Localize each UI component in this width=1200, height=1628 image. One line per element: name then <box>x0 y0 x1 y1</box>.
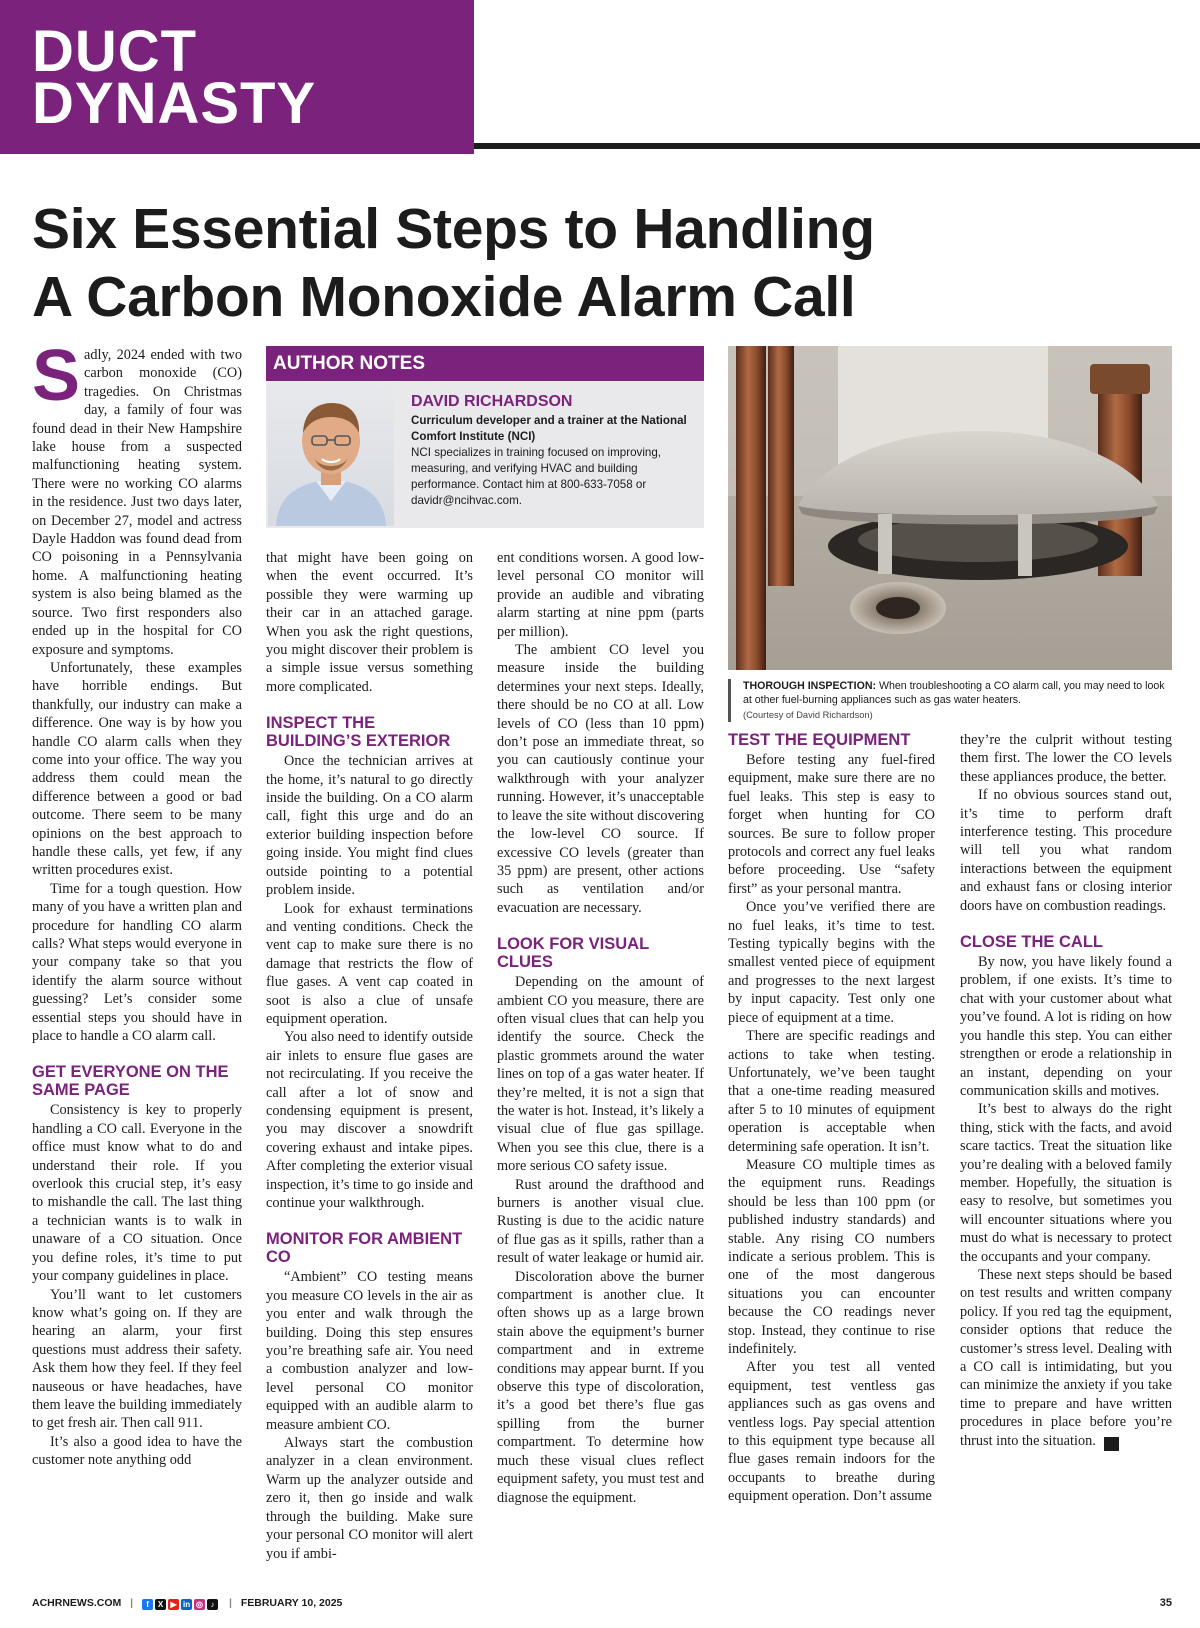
subhead-monitor-ambient: MONITOR FOR AMBIENT CO <box>266 1230 463 1267</box>
headline-line1: Six Essential Steps to Handling <box>32 197 875 261</box>
intro-text: adly, 2024 ended with two carbon monoxide (CO) tragedies. On Christmas day, a family of four was found dead in their New Hampshire lake house from a suspected malfunctioning heating system. There were no working CO alarms in the residence. Just two days later, on December 27, model and actress Dayle Haddon was found dead from CO poisoning in a Pennsylvania home. A malfunctioning heating system is also being blamed as the source. Two first responders also ended up in the hospital for CO exposure and symptoms. <box>32 347 242 658</box>
closing-text: These next steps should be based on test results and written company policy. If you red tag the equipment, consider options that reduce the customer’s stress level. Dealing with a CO call is intimidating, but you can minimize the anxiety if you take time to prepare and have written procedures in place before you’re thrust into the situation. <box>960 1266 1172 1449</box>
paragraph: You also need to identify outside air inlets to ensure flue gases are not recirculating. If you receive the call after a lot of snow and condensing equipment is present, you may discover a snowdrift covering exhaust and intake pipes. After completing the exterior visual inspection, it’s time to go inside and continue your walkthrough. <box>266 1029 473 1211</box>
header-rule <box>474 143 1200 149</box>
paragraph: Time for a tough question. How many of you have a written plan and procedure for handling CO alarm calls? What steps would everyone in your company take so that you identify the alarm source without guessing? Let’s consider some essential steps you should have in place to handle a CO alarm call. <box>32 880 242 1045</box>
paragraph: Measure CO multiple times as the equipment runs. Readings should be less than 100 ppm (or published industry standards) and stable. Any rising CO numbers indicate a serious problem. This is one of the most dangerous situations you can encounter because the CO readings never stop. Instead, they continue to rise indefinitely. <box>728 1156 935 1357</box>
paragraph: It’s also a good idea to have the customer note anything odd <box>32 1433 242 1469</box>
author-name: DAVID RICHARDSON <box>411 393 573 410</box>
paragraph: You’ll want to let customers know what’s going on. If they are hearing an alarm, your first questions must address their safety. Ask them how they feel. If they feel nauseous or have headaches, have them leave the building immediately to get fresh air. Then call 911. <box>32 1286 242 1432</box>
linkedin-icon[interactable]: in <box>182 1600 191 1609</box>
subhead-inspect-exterior: INSPECT THE BUILDING’S EXTERIOR <box>266 714 451 751</box>
intro-paragraph <box>32 336 242 659</box>
paragraph: they’re the culprit without testing them first. The lower the CO levels these appliances produce, the better. <box>960 732 1172 785</box>
footer-separator: | <box>130 1597 134 1609</box>
author-bio: NCI specializes in training focused on improving, measuring, and verifying HVAC and building performance. Contact him at 800-633-7058 or davidr@ncihvac.com. <box>411 446 662 507</box>
paragraph: Rust around the drafthood and burners is another visual clue. Rusting is due to the acidic nature of flue gas as it spills, rather than a result of water leakage or humid air. <box>497 1176 704 1267</box>
author-notes-heading: AUTHOR NOTES <box>266 346 704 381</box>
youtube-icon[interactable]: ▶ <box>168 1599 179 1610</box>
paragraph: There are specific readings and actions to take when testing. Unfortunately, we’ve been taught that a one-time reading measured after 5 to 10 minutes of equipment operation is acceptable when determining safe operation. It isn’t. <box>728 1028 935 1155</box>
paragraph: Always start the combustion analyzer in a clean environment. Warm up the analyzer outside and zero it, then go inside and walk through the building. Make sure your personal CO monitor will alert you if ambi- <box>266 1435 473 1562</box>
section-title-line1: DUCT <box>32 19 198 84</box>
end-mark-icon: N <box>1104 1437 1119 1451</box>
column-4 <box>728 731 935 1506</box>
author-portrait <box>268 383 394 526</box>
paragraph: ent conditions worsen. A good low-level personal CO monitor will provide an audible and vibrating alarm starting at nine ppm (parts per million). <box>497 550 704 640</box>
footer-date: FEBRUARY 10, 2025 <box>240 1597 343 1609</box>
paragraph: that might have been going on when the event occurred. It’s possible they were warming up their car in an attached garage. When you ask the right questions, you might discover their problem is a simple issue versus something more complicated. <box>266 550 473 695</box>
paragraph: Consistency is key to properly handling a CO call. Everyone in the office must know what to do and understand their role. If you overlook this crucial step, it’s easy to mishandle the call. The last thing a technician wants is to walk in unaware of a CO situation. Once you define roles, it’s time to put your company guidelines in place. <box>32 1102 242 1285</box>
subhead-test-equipment: TEST THE EQUIPMENT <box>728 731 911 749</box>
headline-line2: A Carbon Monoxide Alarm Call <box>32 265 856 329</box>
column-2 <box>266 549 473 1563</box>
page-number: 35 <box>1159 1597 1172 1609</box>
author-notes-text <box>411 392 696 509</box>
paragraph: “Ambient” CO testing means you measure CO levels in the air as you enter and walk through the building. Doing this step ensures you’re breathing safe air. You need a combustion analyzer and low-level personal CO monitor equipped with an audible alarm to measure ambient CO. <box>266 1269 473 1433</box>
x-icon[interactable]: X <box>155 1599 166 1610</box>
author-notes-box <box>266 346 704 528</box>
caption-text: When troubleshooting a CO alarm call, you may need to look at other fuel-burning appliances such as gas water heaters. <box>743 680 1165 706</box>
tiktok-icon[interactable]: ♪ <box>207 1599 218 1610</box>
author-portrait-illustration <box>268 383 394 526</box>
article-headline <box>32 195 1172 331</box>
section-title <box>32 19 317 136</box>
section-title-line2: DYNASTY <box>32 71 317 136</box>
subhead-close-call: CLOSE THE CALL <box>960 933 1103 952</box>
caption-lead: THOROUGH INSPECTION: <box>743 680 877 692</box>
water-heater-illustration <box>728 346 1172 670</box>
footer-left <box>32 1597 342 1610</box>
water-heater-photo <box>728 346 1172 670</box>
column-5 <box>960 731 1172 1451</box>
paragraph: Look for exhaust terminations and venting conditions. Check the vent cap to make sure there is no damage that restricts the flow of flue gases. A vent cap coated in soot is also a clue of unsafe equipment operation. <box>266 900 473 1027</box>
page-footer <box>32 1594 1172 1612</box>
paragraph: Once the technician arrives at the home, it’s natural to go directly inside the building. On a CO alarm call, fight this urge and do an exterior building inspection before going inside. You might find clues outside pointing to a potential problem inside. <box>266 753 473 899</box>
photo-caption <box>728 679 1172 722</box>
paragraph: If no obvious sources stand out, it’s time to perform draft interference testing. This procedure will tell you what random interactions between the equipment and exhaust fans or closing interior doors have on combustion readings. <box>960 787 1172 914</box>
paragraph: After you test all vented equipment, test ventless gas appliances such as gas ovens and ventless logs. Pay special attention to this equipment type because all flue gases remain indoors for the occupants to breathe during equipment operation. Don’t assume <box>728 1359 935 1505</box>
paragraph <box>960 1266 1172 1451</box>
paragraph: Unfortunately, these examples have horrible endings. But thankfully, our industry can make a difference. One way is by how you handle CO alarm calls when they come into your office. The way you address them could mean the difference between a good or bad outcome. There seem to be many opinions on the best approach to handle these calls, yet few, if any written procedures exist. <box>32 659 242 879</box>
facebook-icon[interactable]: f <box>142 1599 153 1610</box>
paragraph: Once you’ve verified there are no fuel leaks, it’s time to test. Testing typically begins with the smallest vented piece of equipment and progresses to the next largest by input capacity. Test only one piece of equipment at a time. <box>728 899 935 1026</box>
subhead-visual-clues: LOOK FOR VISUAL CLUES <box>497 935 649 972</box>
section-banner <box>0 0 474 154</box>
subhead-get-everyone: GET EVERYONE ON THE SAME PAGE <box>32 1063 229 1100</box>
column-3 <box>497 549 704 1507</box>
instagram-icon[interactable]: ◎ <box>194 1599 205 1610</box>
paragraph: By now, you have likely found a problem, if one exists. It’s time to chat with your customer about what you’ve found. A lot is riding on how you handle this step. You can either strengthen or erode a relationship in an instant, depending on your communication skills and motives. <box>960 954 1172 1099</box>
paragraph: Depending on the amount of ambient CO you measure, there are often visual clues that can help you identify the source. Check the plastic grommets around the water lines on top of a gas water heater. If they’re melted, it is not a sign that the water is hot. Instead, it’s likely a visual clue of flue gas spillage. When you see this clue, there is a more serious CO safety issue. <box>497 974 704 1175</box>
photo-credit: (Courtesy of David Richardson) <box>743 710 873 720</box>
paragraph: The ambient CO level you measure inside the building determines your next steps. Ideally, there should be no CO at all. Low levels of CO (less than 10 ppm) don’t pose an immediate threat, so you can cautiously continue your walkthrough with your analyzer running. However, it’s unacceptable to leave the site without discovering the low-level CO source. If excessive CO levels (greater than 35 ppm) are present, other actions such as ventilation and/or evacuation are necessary. <box>497 642 704 916</box>
paragraph: It’s best to always do the right thing, stick with the facts, and avoid scare tactics. Treat the situation like you’re dealing with a beloved family member. Hopefully, the situation is easy to resolve, but sometimes you will encounter situations where you must do what is necessary to protect the occupants and your company. <box>960 1101 1172 1265</box>
author-role: Curriculum developer and a trainer at the National Comfort Institute (NCI) <box>411 414 687 443</box>
footer-site[interactable]: ACHRNEWS.COM <box>32 1597 122 1609</box>
paragraph: Discoloration above the burner compartment is another clue. It often shows up as a large brown stain above the equipment’s burner compartment and in extreme conditions may appear burnt. If you observe this type of discoloration, it’s a good bet there’s flue gas spilling from the burner compartment. To determine how much these visual clues reflect equipment safety, you must test and diagnose the equipment. <box>497 1268 704 1506</box>
column-1 <box>32 336 242 1470</box>
drop-cap: S <box>32 336 81 416</box>
paragraph: Before testing any fuel-fired equipment, make sure there are no fuel leaks. This step is easy to forget when hunting for CO sources. Be sure to follow proper protocols and correct any fuel leaks before proceeding. Use “safety first” as your personal mantra. <box>728 752 935 897</box>
footer-separator: | <box>228 1597 232 1609</box>
